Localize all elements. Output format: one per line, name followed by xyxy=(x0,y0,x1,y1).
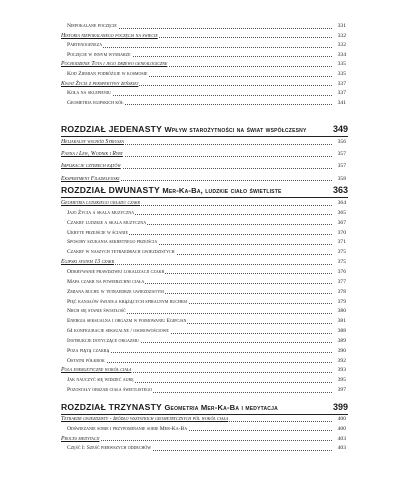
toc-entry-label: Pozostały obszar ciała świetlistego xyxy=(67,386,153,396)
toc-entry-label: Panna i Lew, Wodnik i Ryby xyxy=(61,150,124,160)
toc-entry[interactable] xyxy=(0,366,416,376)
toc-entry-label: Implikacje czterech kątów xyxy=(61,162,122,172)
toc-entry-label: Pochodzenie Tota i jego drzewo genealogiczne xyxy=(61,60,168,70)
toc-entry[interactable] xyxy=(0,376,416,386)
toc-entry-page: 381 xyxy=(337,318,346,325)
toc-entry-page: 403 xyxy=(337,435,346,442)
chapter-title-group xyxy=(61,123,306,136)
toc-entry-label: Instrukcje dotyczące orgazmu xyxy=(67,337,140,347)
chapter-page: 363 xyxy=(332,185,348,195)
toc-entry-page: 380 xyxy=(337,308,346,315)
toc-entry-page: 335 xyxy=(337,71,346,77)
toc-entry-page: 392 xyxy=(337,357,346,364)
toc-entry-page: 371 xyxy=(337,239,346,246)
toc-entry-label: Historia niepokalanego poczęcia na świecie xyxy=(61,32,159,42)
toc-entry[interactable] xyxy=(0,219,416,229)
toc-entry[interactable] xyxy=(0,317,416,327)
toc-entry-label: Czakry ludzkie a skala muzyczna xyxy=(67,219,147,229)
toc-entry-page: 403 xyxy=(337,445,346,452)
chapter-title: ROZDZIAŁ JEDENASTY xyxy=(61,124,162,134)
toc-entry-label: Energia seksualna i orgazm w pojmowaniu Egipcjan xyxy=(67,317,187,327)
toc-entry-page: 332 xyxy=(337,32,346,39)
toc-entry[interactable] xyxy=(0,415,416,425)
toc-entry-label: Niepokalane poczęcie xyxy=(67,22,118,32)
toc-entry-page: 335 xyxy=(337,61,346,68)
toc-entry-label: Poza piątą czakrą xyxy=(67,347,110,357)
toc-entry-label: Ostatni półkrok xyxy=(67,357,106,367)
toc-entry-page: 357 xyxy=(337,163,346,170)
toc-entry-page: 357 xyxy=(337,151,346,158)
toc-entry-label: Eksperyment Filadelfijski xyxy=(61,175,120,185)
toc-entry-label: Część I: Sześć pierwszych oddechów xyxy=(67,444,152,454)
toc-entry-page: 341 xyxy=(337,99,346,106)
chapter-rule xyxy=(61,197,348,198)
toc-entry-label: Sposoby szukania sekretnego przejścia xyxy=(67,238,158,248)
toc-entry[interactable] xyxy=(0,307,416,317)
toc-entry-label: Poczęcie w innym wymiarze xyxy=(67,51,132,61)
toc-entry-label: Kod Ziemian podróżuje w kosmosie xyxy=(67,70,148,80)
toc-entry-page: 397 xyxy=(337,387,346,394)
toc-entry[interactable] xyxy=(0,80,416,90)
toc-entry[interactable] xyxy=(0,327,416,337)
toc-entry-page: 390 xyxy=(337,347,346,354)
toc-entry[interactable] xyxy=(0,209,416,219)
toc-entry-label: Tetraedr gwiezdzisty - źródło wszystkich geometrycznych pól wokół ciała xyxy=(61,415,229,425)
toc-entry[interactable] xyxy=(0,162,416,172)
toc-entry-label: Nrch się stanie światłość xyxy=(67,307,127,317)
toc-entry[interactable] xyxy=(0,425,416,435)
toc-entry-page: 375 xyxy=(337,249,346,256)
chapter-subtitle: Geometria Mer-Ka-Ba i medytacja xyxy=(164,403,278,412)
toc-entry-page: 379 xyxy=(337,298,346,305)
toc-entry[interactable] xyxy=(0,288,416,298)
toc-entry-page: 337 xyxy=(337,90,346,97)
toc-entry-page: 356 xyxy=(337,139,346,145)
toc-entry[interactable] xyxy=(0,435,416,445)
toc-entry-page: 400 xyxy=(337,416,346,422)
chapter-title: ROZDZIAŁ TRZYNASTY xyxy=(61,402,162,412)
chapter-heading[interactable] xyxy=(61,401,348,413)
toc-entry-label: Koła na sklepieniu xyxy=(67,89,112,99)
toc-entry-page: 377 xyxy=(337,278,346,285)
toc-entry[interactable] xyxy=(0,278,416,288)
toc-entry[interactable] xyxy=(0,99,416,109)
toc-entry-label: Odkrywanie prawdziwej lokalizacji czakr xyxy=(67,268,165,278)
chapter-subtitle: Mer-Ka-Ba, ludzkie ciało świetliste xyxy=(162,186,282,195)
toc-entry-label: Zmiana ruchu w tetraedrze gwiezdzistym xyxy=(67,288,165,298)
chapter-heading[interactable] xyxy=(61,123,348,135)
toc-entry-page: 331 xyxy=(337,23,346,29)
toc-entry[interactable] xyxy=(0,347,416,357)
toc-entry-label: 64 konfiguracje seksualne / osobowościowe xyxy=(67,327,170,337)
toc-entry[interactable] xyxy=(0,337,416,347)
toc-entry[interactable] xyxy=(0,268,416,278)
toc-entry-page: 332 xyxy=(337,42,346,49)
toc-entry-page: 389 xyxy=(337,337,346,344)
toc-entry[interactable] xyxy=(0,298,416,308)
chapter-page: 349 xyxy=(332,124,348,134)
toc-entry-label: Ukryte przejście w ścianie xyxy=(67,229,129,239)
toc-entry[interactable] xyxy=(0,32,416,42)
toc-entry-label: Partenogeneza xyxy=(67,41,103,51)
toc-entry-page: 358 xyxy=(337,175,346,182)
toc-entry[interactable] xyxy=(0,238,416,248)
toc-entry[interactable] xyxy=(0,22,416,32)
toc-entry[interactable] xyxy=(0,248,416,258)
chapter-rule xyxy=(61,136,348,137)
toc-entry-page: 393 xyxy=(337,367,346,374)
chapter-title-group xyxy=(61,401,278,414)
toc-entry-label: Czakry w naszych tetraedrach gwiezdzistych xyxy=(67,248,176,258)
toc-entry-page: 370 xyxy=(337,229,346,236)
toc-entry[interactable] xyxy=(0,199,416,209)
toc-entry-label: Jak nauczyć się widzieć aurę xyxy=(67,376,135,386)
dot-leader xyxy=(67,362,332,363)
toc-entry-page: 395 xyxy=(337,377,346,384)
chapter-title: ROZDZIAŁ DWUNASTY xyxy=(61,185,160,195)
toc-entry-page: 367 xyxy=(337,219,346,226)
toc-entry-page: 365 xyxy=(337,209,346,216)
chapter-subtitle: Wpływ starożytności na świat współczesny xyxy=(164,125,307,134)
chapter-title-group xyxy=(61,184,282,197)
toc-entry-page: 337 xyxy=(337,80,346,87)
toc-entry-page: 378 xyxy=(337,288,346,295)
toc-entry[interactable] xyxy=(0,444,416,454)
toc-entry-label: Pola energetyczne wokół ciała xyxy=(61,366,132,376)
toc-entry[interactable] xyxy=(0,70,416,80)
toc-entry[interactable] xyxy=(0,229,416,239)
toc-entry[interactable] xyxy=(0,138,416,148)
chapter-heading[interactable] xyxy=(61,184,348,196)
toc-entry-label: Proces medytacji xyxy=(61,435,100,445)
toc-entry-label: Jajo Życia a skala muzyczna xyxy=(67,209,135,219)
toc-entry[interactable] xyxy=(0,175,416,185)
toc-entry-label: Geometria egipskich kół xyxy=(67,99,125,109)
toc-entry[interactable] xyxy=(0,60,416,70)
toc-entry[interactable] xyxy=(0,150,416,160)
toc-entry-label: Egipski system 13 czakr xyxy=(61,258,115,268)
toc-entry[interactable] xyxy=(0,357,416,367)
toc-entry[interactable] xyxy=(0,258,416,268)
toc-entry-page: 376 xyxy=(337,268,346,275)
chapter-page: 399 xyxy=(332,402,348,412)
toc-entry-label: Mapa czakr na powierzchni ciała xyxy=(67,278,145,288)
toc-entry[interactable] xyxy=(0,89,416,99)
toc-entry-label: Kwiat Życia z perspektywy żeńskiej xyxy=(61,80,139,90)
toc-entry-page: 334 xyxy=(337,51,346,58)
toc-entry-label: Geometria ludzkiego układu czakr xyxy=(61,199,141,209)
dot-leader xyxy=(61,440,332,441)
toc-entry[interactable] xyxy=(0,386,416,396)
dot-leader xyxy=(67,47,332,48)
toc-entry-label: Pięć kanałów światła krążących spiralnym ruchem xyxy=(67,298,188,308)
toc-entry[interactable] xyxy=(0,51,416,61)
toc-entry-label: Odświeżanie sobie i przypominanie sobie Mer-Ka-Ba xyxy=(67,425,188,435)
toc-entry-page: 388 xyxy=(337,328,346,335)
toc-entry-label: Heliakalny wschód Syriusza xyxy=(61,138,125,148)
toc-entry[interactable] xyxy=(0,41,416,51)
toc-entry-page: 400 xyxy=(337,425,346,432)
toc-entry-page: 364 xyxy=(337,200,346,206)
toc-entry-page: 375 xyxy=(337,259,346,266)
